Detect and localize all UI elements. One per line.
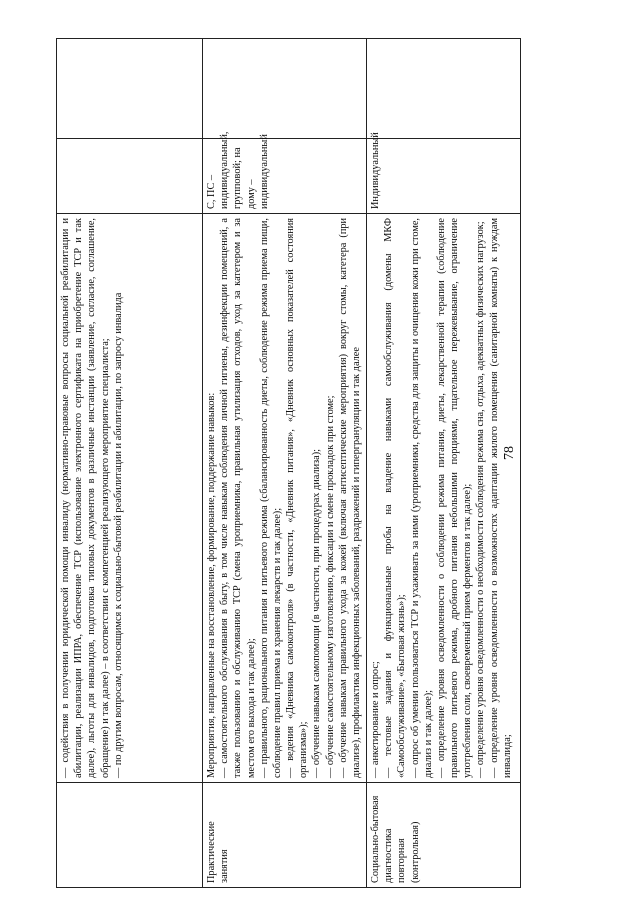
content-item: — обучение навыкам самопомощи (в частности, при процедурах диализа); [311, 448, 323, 778]
content-item: — ведения «Дневника самоконтроля» (в частности, «Дневник питания», «Дневник основных показателей состояния организма»); [285, 218, 310, 778]
content-item: — тестовые задания и функциональные пробы на владение навыками самообслуживания (домены МКФ «Самообслуживание», «Бытовая жизнь»); [383, 218, 408, 778]
row-name-cell: Социально-бытовая диагностика повторная (контрольная) [367, 783, 521, 888]
content-item: — самостоятельного обслуживания в быту, в том числе навыкам соблюдения личной гигиены, дезинфекции помещений, а также пользованию и обслуживанию ТСР (смена уроприемника, правильная утилизация отходов, уход за катетером и за местом его выхода и так далее); [219, 218, 257, 778]
content-item: — анкетирование и опрос; [370, 661, 382, 778]
table-row [57, 39, 203, 888]
row-name-cell [57, 783, 203, 888]
row-form-cell [57, 139, 203, 214]
row-content-cell [57, 214, 203, 783]
content-item: — обучение самостоятельному изготовлению, фиксации и смене прокладок при стоме; [324, 395, 336, 778]
page-number: 78 [502, 446, 517, 460]
content-item: — содействия в получении юридической помощи инвалиду (нормативно-правовые вопросы социальной реабилитации и абилитации, реализации ИПРА, обеспечение ТСР (использование электронного сертификата на приобретение ТСР и так далее), льготы для инвалидов, подготовка типовых документов в различные инстанции (заявление, согласие, соглашение, обращение) и так далее) – в соответствии с компетенцией реализующего мероприятие специалиста; [60, 218, 111, 778]
table-row [367, 39, 521, 888]
content-item: — правильного, рационального питания и питьевого режима (сбалансированность диеты, соблюдение режима приема пищи, соблюдение правил приема и хранения лекарств и так далее); [258, 218, 283, 778]
row-name-cell: Практические занятия [203, 783, 367, 888]
row-executor-cell [57, 39, 203, 139]
table-row [203, 39, 367, 888]
content-item: Мероприятия, направленные на восстановление, формирование, поддержание навыков: [206, 392, 217, 778]
content-item: — по другим вопросам, относящимся к социально-бытовой реабилитации и абилитации, по запросу инвалида [112, 292, 124, 778]
row-form-cell: С, ПС – индивидуальный, групповой; на дому – индивидуальный [203, 139, 367, 214]
row-content-cell [203, 214, 367, 783]
content-item: — обучение навыкам правильного ухода за кожей (включая антисептические мероприятия) вокруг стомы, катетера (при диализе), профилактика инфекционных заболеваний, раздражений и гипергрануляции и так далее [337, 218, 362, 778]
content-item: — определение уровня осведомленности о возможностях адаптации жилого помещения (санитарной комнаты) к нуждам инвалида; [488, 218, 513, 778]
row-content-cell [367, 214, 521, 783]
rehabilitation-table [56, 38, 521, 888]
row-executor-cell [203, 39, 367, 139]
content-item: — опрос об умении пользоваться ТСР и ухаживать за ними (уроприемники, средства для защиты и очищения кожи при стоме, диализ и так далее); [409, 218, 434, 778]
row-executor-cell [367, 39, 521, 139]
content-item: — определение уровня осведомленности о необходимости соблюдения режима сна, отдыха, адекватных физических нагрузок; [475, 221, 487, 778]
content-item: — определение уровня осведомленности о соблюдении режима питания, диеты, лекарственной терапии (соблюдение правильного питьевого режима, дробного питания небольшими порциями, тщательное пережевывание, ограничение употребления соли, своевременный прием ферментов и так далее); [435, 218, 474, 778]
row-form-cell: Индивидуальный [367, 139, 521, 214]
